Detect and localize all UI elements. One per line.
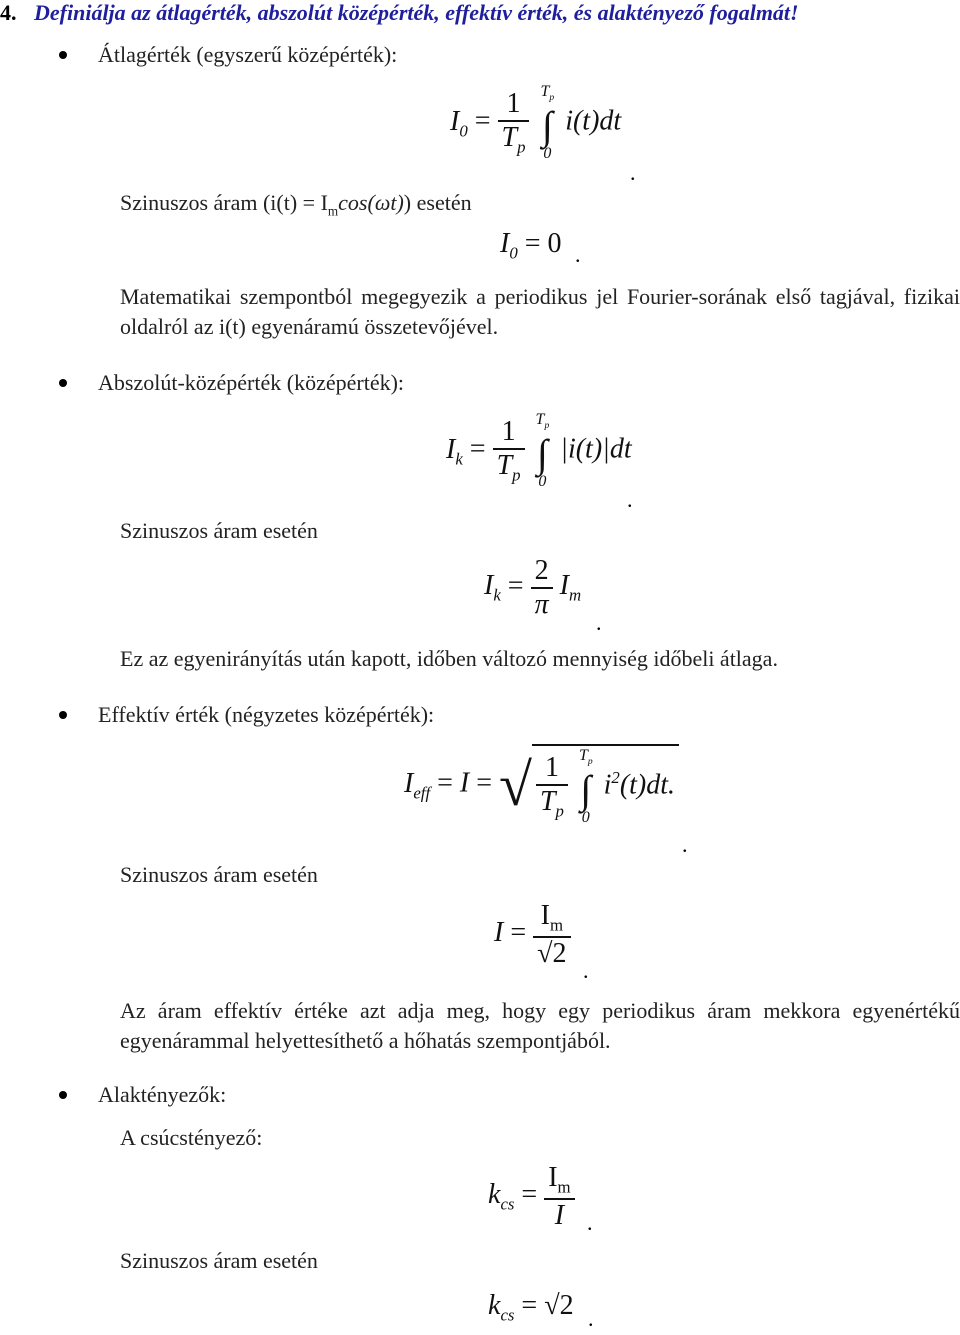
sin-case-effective: Szinuszos áram esetén (120, 862, 318, 887)
formula-crest-sin: $k_{cs} = √2$ (488, 1290, 574, 1325)
bullet-icon (59, 51, 67, 59)
formula-average (450, 84, 621, 162)
sin-case-absolute: Szinuszos áram esetén (120, 518, 318, 543)
crest-factor-label: A csúcstényező: (120, 1125, 263, 1150)
formula-period: . (575, 242, 581, 267)
bullet-average (98, 42, 397, 68)
sin-case-crest: Szinuszos áram esetén (120, 1248, 318, 1273)
bullet-absolute (98, 370, 404, 396)
section-heading (0, 0, 799, 26)
heading-number: 4. (0, 0, 17, 25)
effective-note: Az áram effektív értéke azt adja meg, hogy egy periodikus áram mekkora egyenértékű egyenárammal helyettesíthető a hőhatás szempontjából. (120, 998, 960, 1053)
heading-title: Definiálja az átlagérték, abszolút középérték, effektív érték, és alaktényező fogalmát! (34, 0, 799, 25)
formula-average-sin: $I_0 = 0$ (500, 228, 562, 263)
formula-period: . (627, 487, 633, 512)
bullet-shape-label: Alaktényezők: (98, 1082, 227, 1107)
bullet-icon (59, 711, 67, 719)
bullet-shape (98, 1082, 226, 1108)
formula-effective: $I_{eff} = I$ = √ $\frac{1}{T_p}$ $T_p$ ∫ 0 $i^2(t)dt$. (404, 744, 679, 826)
absolute-note: Ez az egyenirányítás után kapott, időben változó mennyiség időbeli átlaga. (120, 646, 778, 671)
formula-absolute: $I_k$ = $\frac{1}{T_p}$ $T_p$ ∫ 0 |i(t)|dt (446, 411, 632, 491)
equals-sign: = (474, 105, 491, 137)
bullet-icon (59, 379, 67, 387)
sqrt-icon: √ (499, 752, 532, 819)
fraction: $\frac{1}{T_p}$ (498, 88, 530, 158)
bullet-effective (98, 702, 434, 728)
integral-sign: $T_p$ ∫ 0 (578, 747, 593, 827)
formula-period: . (587, 1210, 593, 1235)
average-note: Matematikai szempontból megegyezik a periodikus jel Fourier-sorának első tagjával, fizikai oldalról az i(t) egyenáramú összetevőjével. (120, 284, 960, 339)
formula-period: . (630, 160, 636, 185)
sin-case-average: Szinuszos áram $(i(t) = I_m\cos(\omega t))$ esetén (120, 190, 472, 219)
bullet-average-label: Átlagérték (egyszerű középérték): (98, 42, 398, 67)
integrand: i(t)dt (565, 105, 622, 137)
formula-effective-sin: I = $\frac{I_m}{√2}$ (494, 900, 571, 970)
bullet-icon (59, 1091, 67, 1099)
integral-sign: $T_p$ ∫ 0 (540, 83, 555, 163)
formula-period: . (588, 1306, 594, 1331)
formula-symbol: $I_0$ (450, 105, 468, 141)
bullet-absolute-label: Abszolút-középérték (középérték): (98, 370, 405, 395)
bullet-effective-label: Effektív érték (négyzetes középérték): (98, 702, 435, 727)
formula-absolute-sin: $I_k$ = $\frac{2}{\pi}$ $I_m$ (484, 555, 582, 620)
formula-period: . (596, 610, 602, 635)
formula-period: . (682, 832, 688, 857)
formula-crest: $k_{cs}$ = $\frac{I_m}{I}$ (488, 1162, 575, 1232)
integral-sign: $T_p$ ∫ 0 (535, 411, 550, 491)
formula-period: . (583, 958, 589, 983)
